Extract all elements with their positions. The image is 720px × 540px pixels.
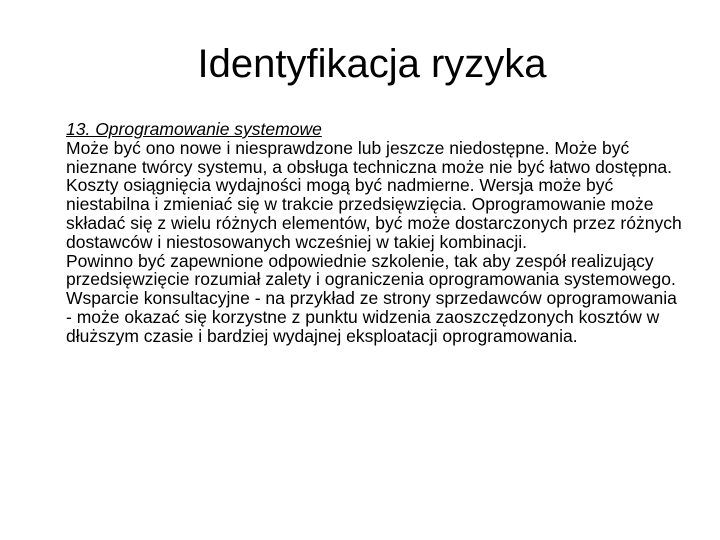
slide-body: [66, 120, 686, 346]
paragraph-2: Powinno być zapewnione odpowiednie szkolenie, tak aby zespół realizujący przedsięwzięcie rozumiał zalety i ograniczenia oprogramowania systemowego. Wsparcie konsultacyjne - na przykład ze strony sprzedawców oprogramowania - może okazać się korzystne z punktu widzenia zaoszczędzonych kosztów w dłuższym czasie i bardziej wydajnej eksploatacji oprogramowania.: [66, 250, 677, 346]
paragraph-1: Może być ono nowe i niesprawdzone lub jeszcze niedostępne. Może być nieznane twórcy systemu, a obsługa techniczna może nie być łatwo dostępna. Koszty osiągnięcia wydajności mogą być nadmierne. Wersja może być niestabilna i zmieniać się w trakcie przedsięwzięcia. Oprogramowanie może składać się z wielu różnych elementów, być może dostarczonych przez różnych dostawców i niestosowanych wcześniej w takiej kombinacji.: [66, 137, 682, 252]
slide-title: Identyfikacja ryzyka: [197, 42, 547, 86]
section-heading: 13. Oprogramowanie systemowe: [66, 119, 322, 139]
